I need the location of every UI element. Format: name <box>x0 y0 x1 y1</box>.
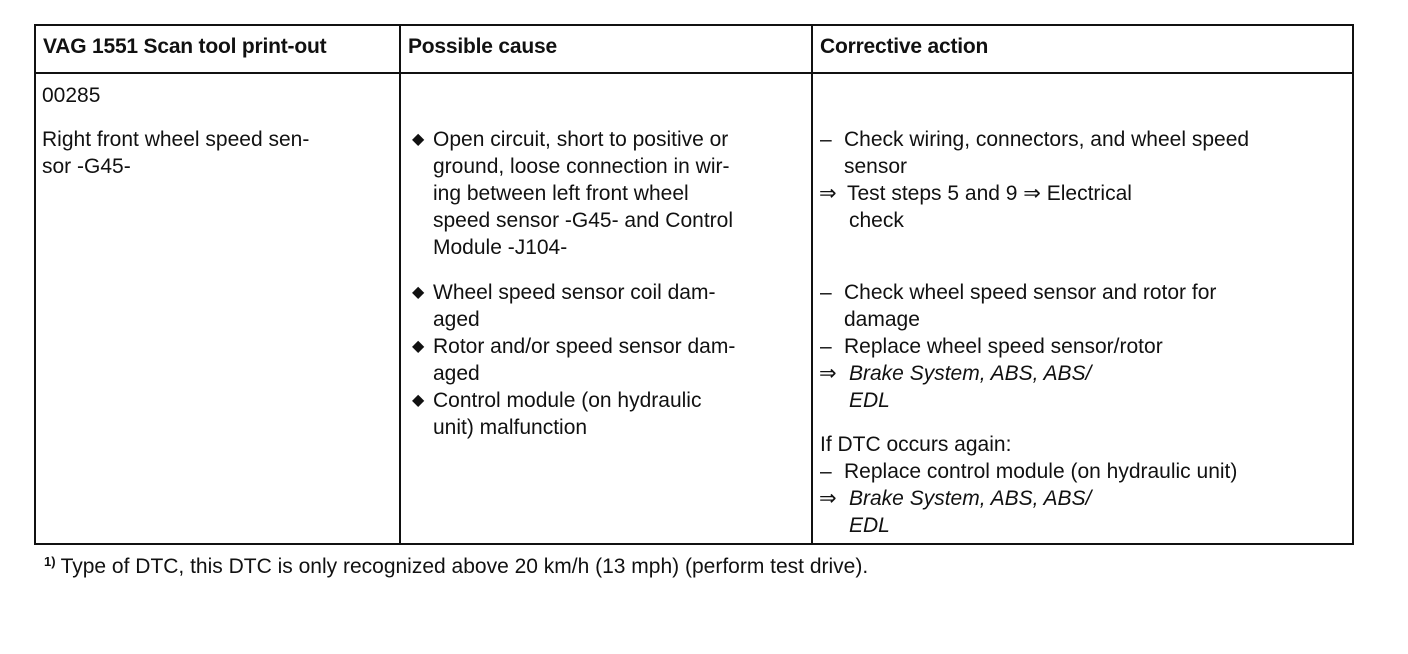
action-test-steps-line-2: check <box>849 209 904 232</box>
action-test-steps-tail: Electrical <box>1046 182 1132 205</box>
arrow-icon: ⇒ <box>819 182 837 205</box>
footnote-marker: 1) <box>44 554 56 569</box>
bullet-icon: ◆ <box>412 392 425 409</box>
action-replace-control-module: Replace control module (on hydraulic unit) <box>844 460 1238 483</box>
action-check-sensor-line-1: Check wheel speed sensor and rotor for <box>844 281 1217 304</box>
reference-brake-system-2-line-1: Brake System, ABS, ABS/ <box>849 487 1092 510</box>
action-check-wiring-line-2: sensor <box>844 155 908 178</box>
arrow-icon: ⇒ <box>819 362 837 385</box>
dtc-description-line-2: sor -G45- <box>42 155 131 178</box>
cause-control-module-line-1: Control module (on hydraulic <box>433 389 702 412</box>
arrow-icon: ⇒ <box>819 487 837 510</box>
bullet-icon: ◆ <box>412 284 425 301</box>
footnote <box>44 554 868 579</box>
action-check-sensor-line-2: damage <box>844 308 920 331</box>
action-test-steps-text: Test steps 5 and 9 <box>847 182 1018 205</box>
column-divider-1 <box>399 26 401 543</box>
footnote-text: Type of DTC, this DTC is only recognized above 20 km/h (13 mph) (perform test drive). <box>60 555 869 578</box>
cause-rotor-damaged-line-2: aged <box>433 362 480 385</box>
reference-brake-system-1-line-1: Brake System, ABS, ABS/ <box>849 362 1092 385</box>
action-replace-sensor: Replace wheel speed sensor/rotor <box>844 335 1163 358</box>
cause-coil-damaged-line-1: Wheel speed sensor coil dam- <box>433 281 716 304</box>
dtc-code: 00285 <box>42 84 101 107</box>
header-possible-cause: Possible cause <box>408 35 557 58</box>
reference-brake-system-2-line-2: EDL <box>849 514 890 537</box>
action-if-dtc-again: If DTC occurs again: <box>820 433 1012 456</box>
arrow-icon: ⇒ <box>1023 182 1041 205</box>
cause-coil-damaged-line-2: aged <box>433 308 480 331</box>
dtc-description-line-1: Right front wheel speed sen- <box>42 128 310 151</box>
action-check-wiring-line-1: Check wiring, connectors, and wheel speed <box>844 128 1250 151</box>
cause-open-circuit-line-2: ground, loose connection in wir- <box>433 155 730 178</box>
cause-open-circuit-line-1: Open circuit, short to positive or <box>433 128 729 151</box>
bullet-icon: ◆ <box>412 338 425 355</box>
dash-icon: – <box>820 281 832 304</box>
header-divider <box>36 72 1352 74</box>
cause-rotor-damaged-line-1: Rotor and/or speed sensor dam- <box>433 335 736 358</box>
header-scan-tool-printout: VAG 1551 Scan tool print-out <box>43 35 327 58</box>
cause-control-module-line-2: unit) malfunction <box>433 416 588 439</box>
cause-open-circuit-line-5: Module -J104- <box>433 236 568 259</box>
cause-open-circuit-line-4: speed sensor -G45- and Control <box>433 209 733 232</box>
header-corrective-action: Corrective action <box>820 35 989 58</box>
dash-icon: – <box>820 460 832 483</box>
dtc-table <box>34 24 1354 545</box>
action-test-steps <box>847 180 1132 207</box>
column-divider-2 <box>811 26 813 543</box>
dash-icon: – <box>820 335 832 358</box>
dash-icon: – <box>820 128 832 151</box>
bullet-icon: ◆ <box>412 131 425 148</box>
reference-brake-system-1-line-2: EDL <box>849 389 890 412</box>
cause-open-circuit-line-3: ing between left front wheel <box>433 182 689 205</box>
